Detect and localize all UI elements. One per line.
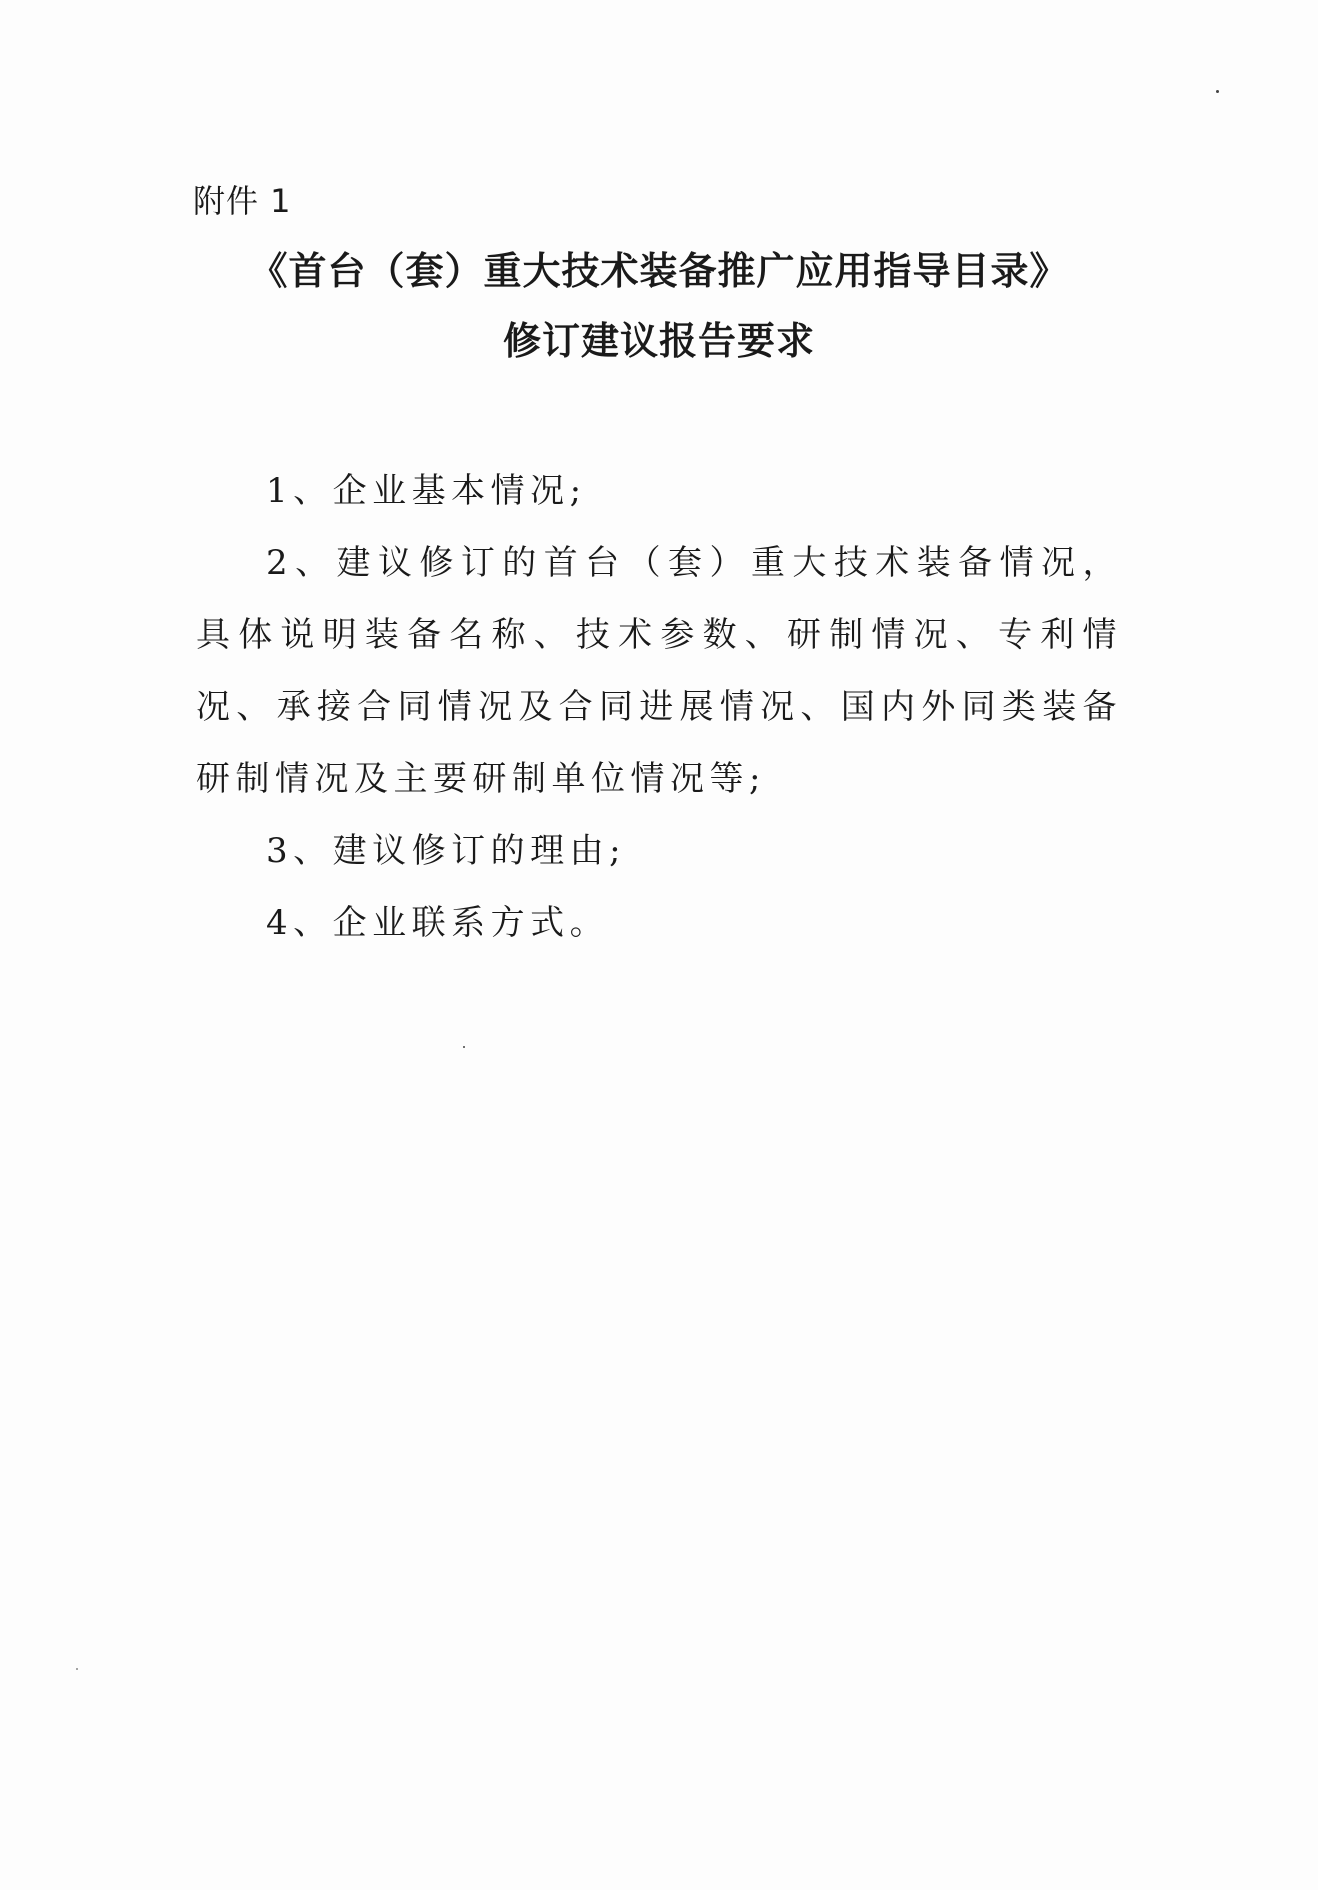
- requirement-item-4: 4、企业联系方式。: [266, 903, 610, 943]
- scan-speck: [463, 1046, 465, 1048]
- scan-speck: [1216, 90, 1219, 93]
- document-title-line-1: 《首台（套）重大技术装备推广应用指导目录》: [249, 249, 1069, 293]
- requirement-item-3: 3、建议修订的理由;: [266, 831, 627, 871]
- requirement-item-1: 1、企业基本情况;: [266, 471, 587, 511]
- scan-speck: [76, 1668, 78, 1670]
- requirements-list: [196, 455, 1122, 959]
- document-title-line-2: 修订建议报告要求: [502, 319, 815, 363]
- attachment-label: 附件 1: [193, 182, 292, 220]
- requirement-item-2: 2、建议修订的首台（套）重大技术装备情况，具体说明装备名称、技术参数、研制情况、专利情况、承接合同情况及合同进展情况、国内外同类装备研制情况及主要研制单位情况等;: [196, 543, 1122, 799]
